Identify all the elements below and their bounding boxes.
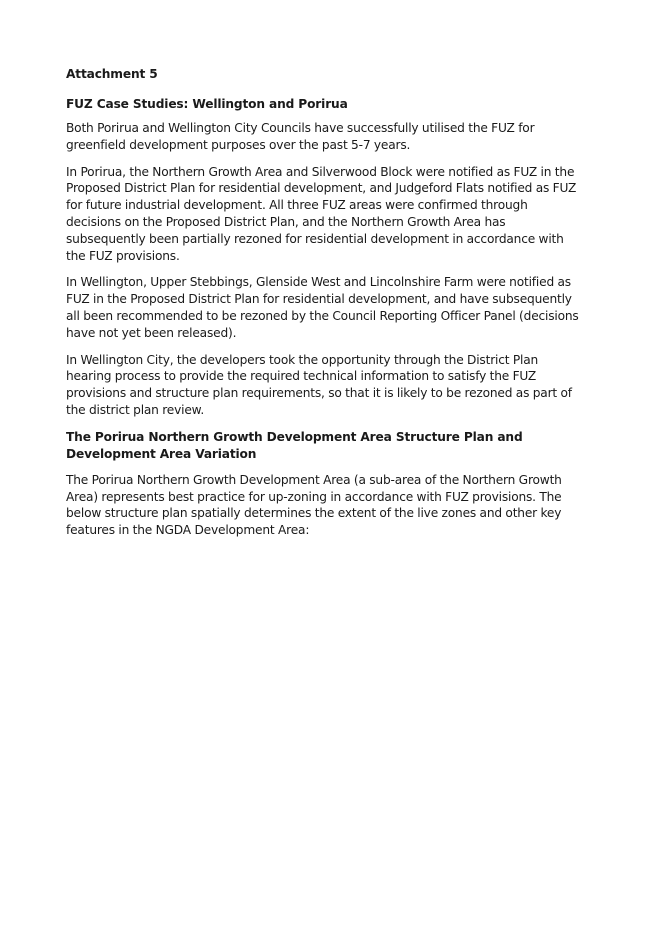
subheading-ngda: The Porirua Northern Growth Development Area Structure Plan and Development Area Variation: [66, 429, 523, 461]
paragraph-intro: Both Porirua and Wellington City Councils have successfully utilised the FUZ for greenfield development purposes over the past 5-7 years.: [66, 121, 535, 152]
attachment-title: Attachment 5: [66, 67, 158, 81]
paragraph-wellington-city: In Wellington City, the developers took the opportunity through the District Plan hearing process to provide the required technical information to satisfy the FUZ provisions and structure plan requirements, so that it is likely to be rezoned as part of the district plan review.: [66, 352, 572, 417]
paragraph-wellington: In Wellington, Upper Stebbings, Glenside West and Lincolnshire Farm were notified as FUZ in the Proposed District Plan for residential development, and have subsequently all been recommended to be rezoned by the Council Reporting Officer Panel (decisions have not yet been released).: [66, 275, 579, 340]
document-page: [66, 66, 586, 539]
section-heading: FUZ Case Studies: Wellington and Porirua: [66, 97, 348, 111]
paragraph-ngda: The Porirua Northern Growth Development Area (a sub-area of the Northern Growth Area) represents best practice for up-zoning in accordance with FUZ provisions. The below structure plan spatially determines the extent of the live zones and other key features in the NGDA Development Area:: [66, 472, 562, 538]
paragraph-porirua: In Porirua, the Northern Growth Area and Silverwood Block were notified as FUZ in the Proposed District Plan for residential development, and Judgeford Flats notified as FUZ for future industrial development. All three FUZ areas were confirmed through decisions on the Proposed District Plan, and the Northern Growth Area has subsequently been partially rezoned for residential development in accordance with the FUZ provisions.: [66, 164, 577, 263]
